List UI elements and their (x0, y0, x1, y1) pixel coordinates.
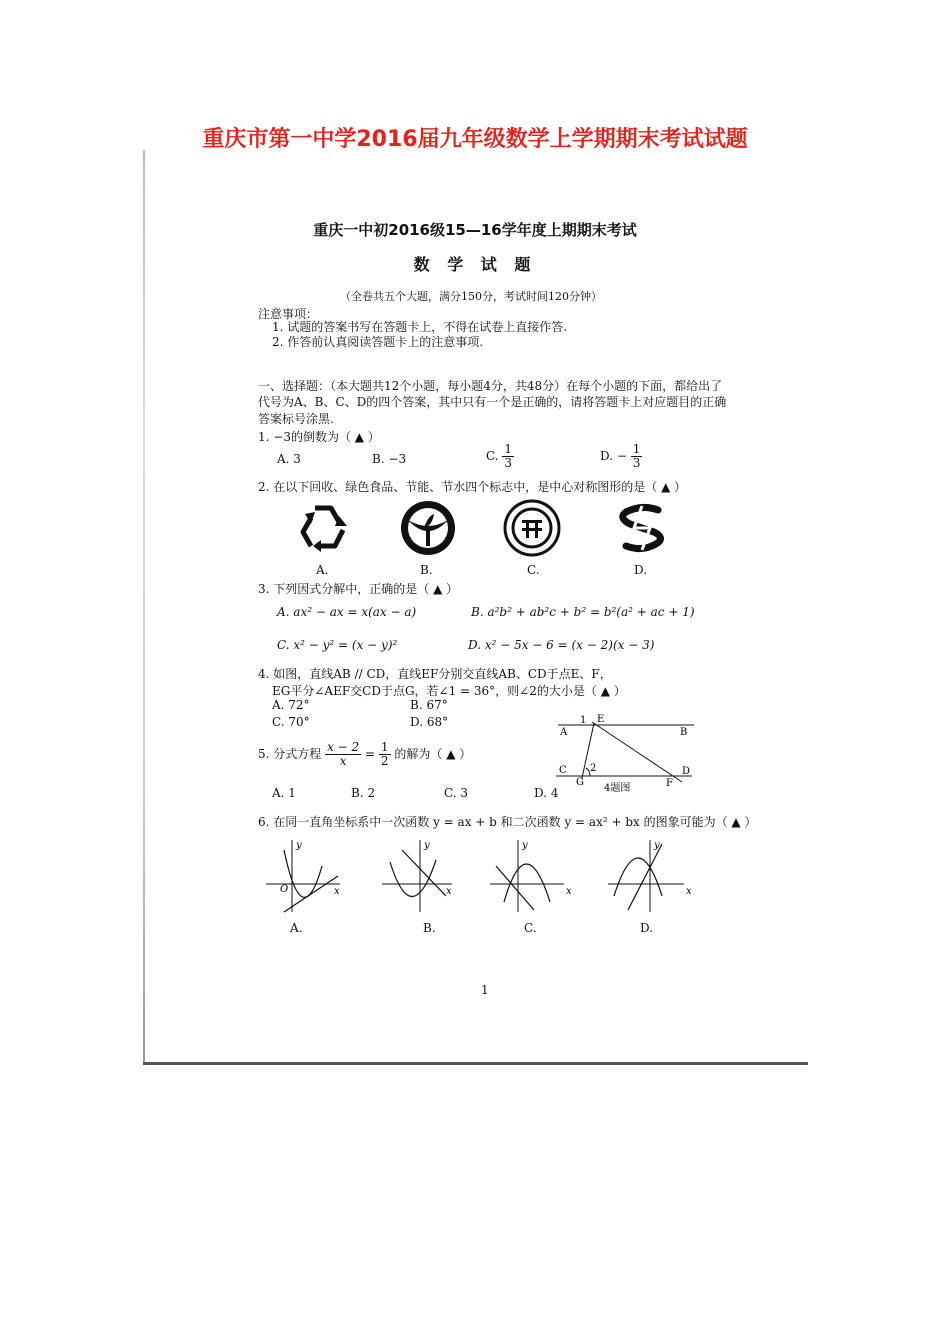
q6-c-y-label: y (522, 840, 528, 851)
q1-d-numerator: 1 (632, 442, 641, 456)
q1-option-d (600, 443, 642, 470)
q1-c-fraction (502, 443, 514, 470)
exam-subject: 数 学 试 题 (413, 255, 537, 274)
q1-d-denominator: 3 (632, 456, 641, 470)
q6-graph-c (486, 836, 576, 916)
q1-c-label: C. (486, 449, 499, 463)
q3-option-b: B. a²b² + ab²c + b² = b²(a² + ac + 1) (471, 605, 695, 619)
q6-b-y-label: y (424, 840, 430, 851)
recycle-icon (293, 498, 353, 558)
q4-point-c: C (559, 765, 567, 776)
q6-b-x-label: x (446, 886, 452, 897)
page-number: 1 (481, 983, 489, 997)
q4-option-c: C. 70° (272, 715, 310, 729)
q4-point-1: 1 (580, 715, 587, 726)
q4-option-d: D. 68° (410, 715, 449, 729)
q5-stem (258, 741, 471, 768)
q4-line2: EG平分∠AEF交CD于点G，若∠1 = 36°，则∠2的大小是（ ▲ ） (272, 684, 626, 698)
q4-point-e: E (597, 714, 605, 725)
q3-option-d: D. x² − 5x − 6 = (x − 2)(x − 3) (468, 638, 655, 652)
q4-point-g: G (576, 777, 584, 788)
notice-1: 1. 试题的答案书写在答题卡上，不得在试卷上直接作答. (272, 320, 568, 334)
q6-graph-b (378, 836, 462, 916)
q5-rhs-numerator: 1 (380, 740, 389, 754)
q1-c-denominator: 3 (504, 456, 513, 470)
section1-line1: 一、选择题：（本大题共12个小题，每小题4分，共48分）在每个小题的下面，都给出了 (258, 379, 723, 393)
q5-equals: = (365, 747, 376, 761)
q1-option-b: B. −3 (372, 452, 407, 466)
q2-label-b: B. (420, 563, 433, 577)
q5-lhs-numerator: x − 2 (327, 740, 360, 754)
section1-line3: 答案标号涂黑. (258, 412, 334, 426)
document-title: 重庆市第一中学2016届九年级数学上学期期末考试试题 (202, 127, 748, 152)
q6-a-x-label: x (334, 886, 340, 897)
notice-2: 2. 作答前认真阅读答题卡上的注意事项. (272, 335, 484, 349)
q6-label-a: A. (290, 921, 303, 935)
q3-stem: 3. 下列因式分解中，正确的是（ ▲ ） (258, 582, 459, 596)
q6-c-x-label: x (566, 886, 572, 897)
q5-stem-suffix: 的解为（ ▲ ） (394, 747, 472, 761)
q3-option-c: C. x² − y² = (x − y)² (277, 638, 398, 652)
q5-option-a: A. 1 (272, 786, 296, 800)
q2-label-d: D. (634, 563, 648, 577)
q4-option-b: B. 67° (410, 698, 448, 712)
energy-saving-icon (502, 498, 562, 558)
q5-option-d: D. 4 (534, 786, 559, 800)
q4-point-f: F (666, 778, 673, 789)
q4-point-b: B (680, 727, 688, 738)
q5-lhs-fraction (325, 741, 361, 768)
q5-option-b: B. 2 (351, 786, 376, 800)
water-saving-icon (612, 498, 672, 558)
q4-figure-caption: 4题图 (604, 783, 631, 794)
exam-header: 重庆一中初2016级15—16学年度上期期末考试 (313, 221, 637, 239)
q3-option-a: A. ax² − ax = x(ax − a) (277, 605, 417, 619)
q6-graph-a (262, 836, 346, 916)
q1-option-a: A. 3 (277, 452, 301, 466)
green-food-icon (398, 498, 458, 558)
q4-line1: 4. 如图，直线AB // CD，直线EF分别交直线AB、CD于点E、F， (258, 667, 612, 681)
q1-stem: 1. −3的倒数为（ ▲ ） (258, 430, 380, 444)
q6-a-origin: O (280, 884, 289, 895)
scan-bottom-edge (143, 1062, 808, 1065)
q5-rhs-denominator: 2 (380, 754, 389, 768)
q4-point-a: A (560, 727, 568, 738)
q5-rhs-fraction (379, 741, 391, 768)
exam-info: （全卷共五个大题，满分150分，考试时间120分钟） (340, 290, 602, 303)
notice-title: 注意事项： (258, 307, 319, 321)
q2-label-c: C. (527, 563, 540, 577)
q6-graph-d (604, 836, 694, 916)
q6-a-y-label: y (296, 840, 302, 851)
q4-point-d: D (682, 766, 691, 777)
q6-label-b: B. (423, 921, 436, 935)
q5-stem-prefix: 5. 分式方程 (258, 747, 322, 761)
q1-c-numerator: 1 (504, 442, 513, 456)
q5-option-c: C. 3 (444, 786, 469, 800)
q6-d-x-label: x (686, 886, 692, 897)
q1-d-fraction (631, 443, 643, 470)
q2-stem: 2. 在以下回收、绿色食品、节能、节水四个标志中，是中心对称图形的是（ ▲ ） (258, 480, 687, 494)
q1-option-c (486, 443, 514, 470)
q6-d-y-label: y (654, 840, 660, 851)
q4-figure (552, 712, 702, 800)
q1-d-label: D. − (600, 449, 627, 463)
q6-label-c: C. (524, 921, 537, 935)
q5-lhs-denominator: x (339, 754, 347, 768)
q6-label-d: D. (640, 921, 654, 935)
q6-stem: 6. 在同一直角坐标系中一次函数 y = ax + b 和二次函数 y = ax² + bx 的图象可能为（ ▲ ） (258, 815, 757, 829)
scan-left-edge (143, 150, 145, 1065)
q2-label-a: A. (316, 563, 329, 577)
q4-point-2: 2 (590, 763, 597, 774)
section1-line2: 代号为A、B、C、D的四个答案，其中只有一个是正确的，请将答题卡上对应题目的正确 (258, 395, 727, 409)
q4-option-a: A. 72° (272, 698, 310, 712)
